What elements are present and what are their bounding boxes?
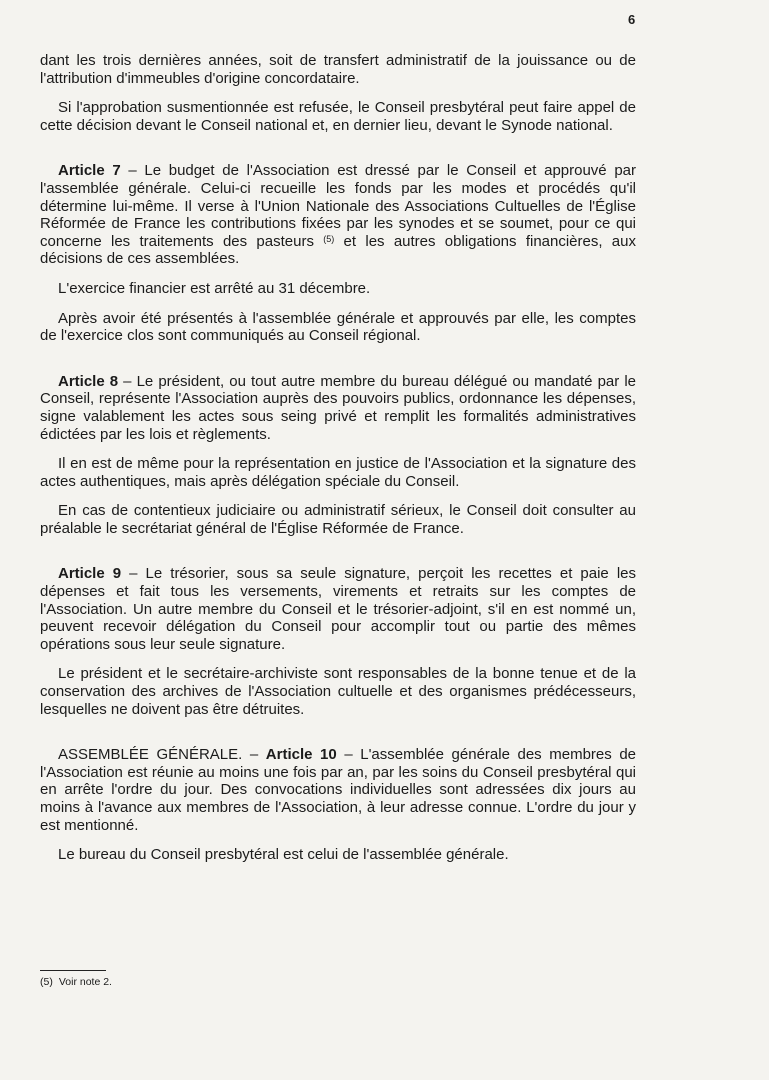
article-8-text: – Le président, ou tout autre membre du bureau délégué ou mandaté par le Conseil, représente l'Association auprès des pouvoirs publics, ordonnance les dépenses, signe valablement les actes sous seing privé et remplit les formalités administratives édictées par les lois et règlements. — [40, 372, 636, 443]
section-heading-assemblee-generale: ASSEMBLÉE GÉNÉRALE. – — [58, 746, 266, 764]
article-10-text: – L'assemblée générale des membres de l'Association est réunie au moins une fois par an, par les soins du Conseil presbytéral qui en arrête l'ordre du jour. Des convocations individuelles sont adressées dix jours au moins à l'avance aux membres de l'Association, à leur adresse connue. L'ordre du jour y est mentionné. — [40, 746, 637, 834]
article-10-paragraph-2: Le bureau du Conseil presbytéral est celui de l'assemblée générale. — [58, 846, 509, 864]
article-9-label: Article 9 — [58, 565, 122, 583]
article-8-paragraph-3: En cas de contentieux judiciaire ou administratif sérieux, le Conseil doit consulter au préalable le secrétariat général de l'Église Réformée de France. — [40, 502, 636, 537]
footnote — [40, 976, 112, 988]
article-7-text-b: et les autres obligations financières, aux décisions de ces assemblées. — [40, 232, 636, 268]
footnote-mark: (5) — [40, 976, 53, 988]
footnote-divider — [40, 970, 106, 971]
intro-paragraph-1: dant les trois dernières années, soit de transfert administratif de la jouissance ou de l'attribution d'immeubles d'origine concordataire. — [40, 52, 636, 87]
article-10-label: Article 10 — [265, 746, 337, 764]
article-8-label: Article 8 — [58, 372, 119, 390]
document-body — [40, 52, 636, 864]
page-number: 6 — [628, 12, 636, 27]
article-10-paragraph-1 — [40, 746, 636, 834]
footnote-reference: (5) — [323, 233, 335, 244]
article-7-text-a: – Le budget de l'Association est dressé par le Conseil et approuvé par l'assemblée générale. Celui-ci recueille les fonds par les modes et procédés qu'il détermine lui-même. Il verse à l'Union Nationale des Associations Cultuelles de l'Église Réformée de France les contributions fixées par les synodes et se soumet, pour ce qui concerne les traitements des pasteurs — [40, 162, 636, 250]
article-7-label: Article 7 — [58, 162, 121, 180]
article-9-paragraph-1 — [40, 565, 636, 653]
article-7-paragraph-3: Après avoir été présentés à l'assemblée générale et approuvés par elle, les comptes de l'exercice clos sont communiqués au Conseil régional. — [40, 309, 636, 345]
article-8-paragraph-1 — [40, 373, 636, 443]
article-9-text: – Le trésorier, sous sa seule signature, perçoit les recettes et paie les dépenses et fait tous les versements, virements et retraits sur les comptes de l'Association. Un autre membre du Conseil et le trésorier-adjoint, s'il en est nommé un, peuvent recevoir délégation du Conseil pour accomplir tout ou partie des mêmes opérations sous leur seule signature. — [40, 565, 636, 653]
article-8-paragraph-2: Il en est de même pour la représentation en justice de l'Association et la signature des actes authentiques, mais après délégation spéciale du Conseil. — [40, 455, 636, 490]
article-9-paragraph-2: Le président et le secrétaire-archiviste sont responsables de la bonne tenue et de la conservation des archives de l'Association cultuelle et des organismes prédécesseurs, lesquelles ne doivent pas être détruites. — [40, 665, 636, 718]
footnote-text: Voir note 2. — [58, 976, 112, 988]
intro-paragraph-2: Si l'approbation susmentionnée est refusée, le Conseil presbytéral peut faire appel de cette décision devant le Conseil national et, en dernier lieu, devant le Synode national. — [40, 99, 636, 134]
article-7-paragraph-2: L'exercice financier est arrêté au 31 décembre. — [58, 279, 371, 297]
article-7-paragraph-1 — [40, 162, 636, 268]
